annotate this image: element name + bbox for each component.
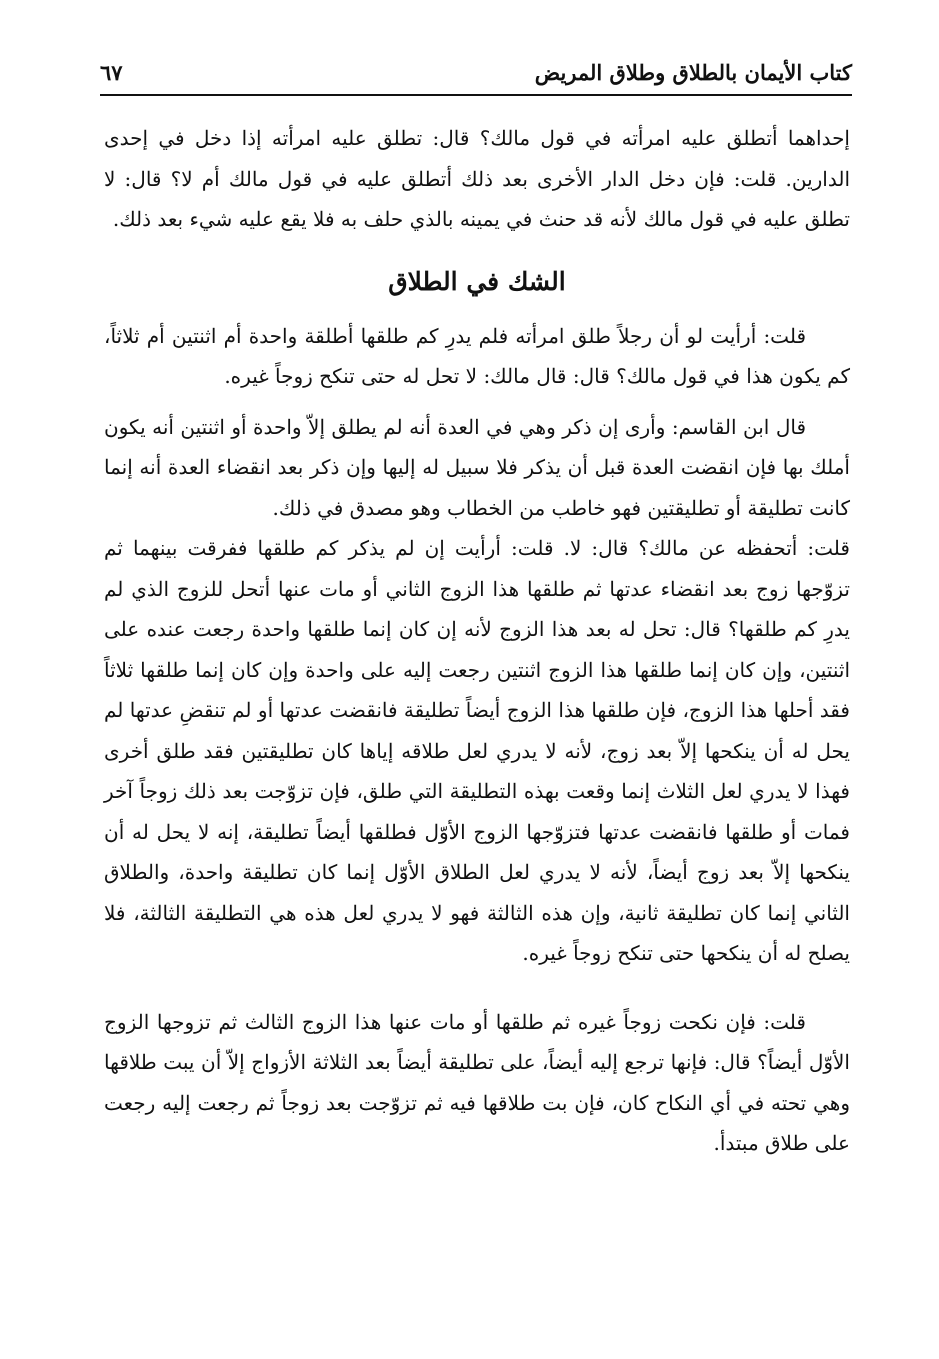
paragraph: قلت: أتحفظه عن مالك؟ قال: لا. قلت: أرأيت إن لم يذكر كم طلقها ففرقت بينهما ثم تزوّجها زوج بعد انقضاء عدتها ثم طلقها هذا الزوج الثاني أو مات عنها أتحل للزوج الذي لم يدرِ كم طلقها؟ قال: تحل له بعد هذا الزوج لأنه إن كان إنما طلقها واحدة رجعت عنده على اثنتين، وإن كان إنما طلقها هذا الزوج اثنتين رجعت إليه على واحدة وإن كان إنما طلقها ثلاثاً فقد أحلها هذا الزوج، فإن طلقها هذا الزوج أيضاً تطليقة فانقضت عدتها أو لم تنقضِ عدتها لم يحل له أن ينكحها إلاّ بعد زوج، لأنه لا يدري لعل طلاقه إياها كان تطليقتين فقد طلق أخرى فهذا لا يدري لعل الثلاث إنما وقعت بهذه التطليقة التي طلق، فإن تزوّجت بعد ذلك زوجاً آخر فمات أو طلقها فانقضت عدتها فتزوّجها الزوج الأوّل فطلقها أيضاً تطليقة، إنه لا يحل له أن ينكحها إلاّ بعد زوج أيضاً، لأنه لا يدري لعل الطلاق الأوّل إنما كان تطليقة واحدة، والطلاق الثاني إنما كان تطليقة ثانية، وإن هذه الثالثة فهو لا يدري لعل هذه هي التطليقة الثالثة، فلا يصلح له أن ينكحها حتى تنكح زوجاً غيره. <box>104 536 850 965</box>
page-number: ٦٧ <box>100 60 123 85</box>
page-body <box>104 118 850 1164</box>
continuation-paragraph: إحداهما أتطلق عليه امرأته في قول مالك؟ قال: تطلق عليه امرأته إذا دخل في إحدى الدارين. قلت: فإن دخل الدار الأخرى بعد ذلك أتطلق عليه في قول مالك أم لا؟ قال: لا تطلق عليه في قول مالك لأنه قد حنث في يمينه بالذي حلف به فلا يقع عليه شيء بعد ذلك. <box>104 126 850 231</box>
running-header <box>100 58 852 92</box>
paragraph: قال ابن القاسم: وأرى إن ذكر وهي في العدة أنه لم يطلق إلاّ واحدة أو اثنتين أنه يكون أملك بها فإن انقضت العدة قبل أن يذكر فلا سبيل له إليها وإن ذكر بعد انقضاء العدة أنه إنما كانت تطليقة أو تطليقتين فهو خاطب من الخطاب وهو مصدق في ذلك. <box>104 414 850 520</box>
section-heading: الشك في الطلاق <box>388 266 566 296</box>
paragraph: قلت: فإن نكحت زوجاً غيره ثم طلقها أو مات عنها هذا الزوج الثالث ثم تزوجها الزوج الأوّل أيضاً؟ قال: فإنها ترجع إليه أيضاً، على تطليقة أيضاً بعد الثلاثة الأزواج إلاّ أن يبت طلاقها وهي تحته في أي النكاح كان، فإن بت طلاقها فيه ثم تزوّجت بعد زوجاً ثم رجعت إليه رجعت على طلاق مبتدأ. <box>104 1009 850 1155</box>
paragraph: قلت: أرأيت لو أن رجلاً طلق امرأته فلم يدرِ كم طلقها أطلقة واحدة أم اثنتين أم ثلاثاً، كم يكون هذا في قول مالك؟ قال: قال مالك: لا تحل له حتى تنكح زوجاً غيره. <box>104 323 850 388</box>
header-rule <box>100 94 852 96</box>
running-title: كتاب الأيمان بالطلاق وطلاق المريض <box>534 60 852 85</box>
